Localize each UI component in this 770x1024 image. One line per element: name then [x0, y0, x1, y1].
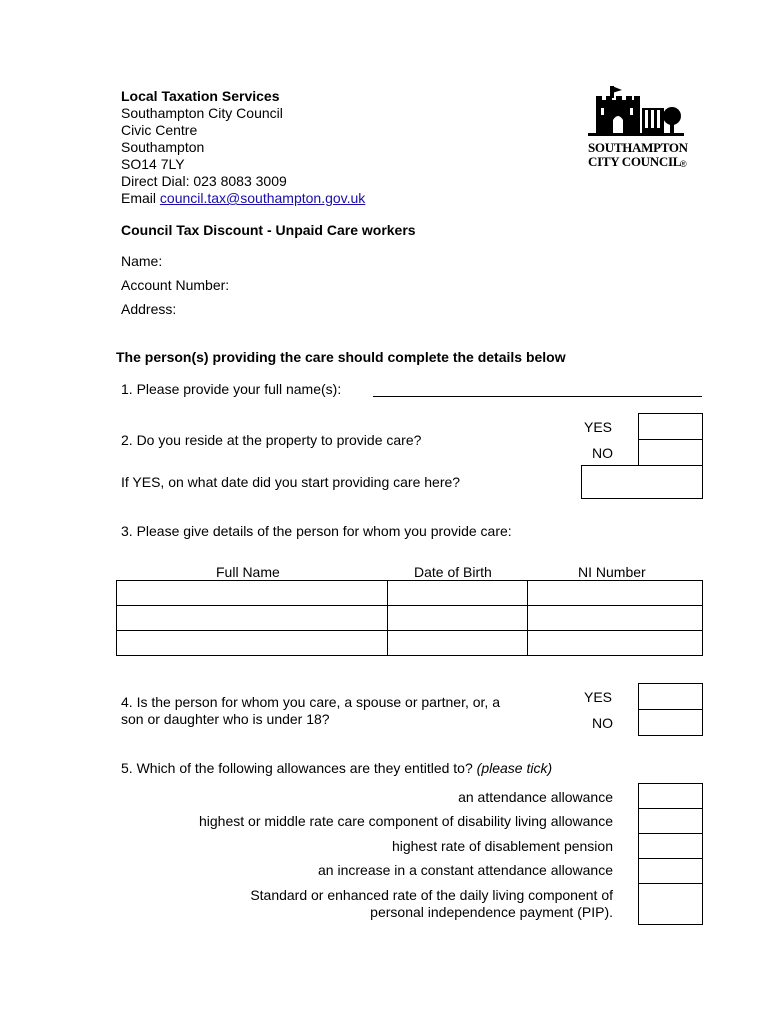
question-4-line1: 4. Is the person for whom you care, a spouse or partner, or, a — [121, 694, 500, 710]
email-link[interactable]: council.tax@southampton.gov.uk — [159, 190, 366, 206]
question-5 — [121, 760, 552, 777]
q4-yes-label: YES — [584, 689, 613, 705]
dob-cell[interactable] — [388, 631, 528, 656]
council-logo — [588, 86, 692, 170]
sender-phone: Direct Dial: 023 8083 3009 — [121, 173, 287, 189]
allowance-pip-line2: personal independence payment (PIP). — [370, 904, 613, 920]
logo-name-line2 — [588, 155, 692, 169]
column-header-ni: NI Number — [578, 564, 646, 580]
constant-attendance-checkbox[interactable] — [638, 858, 703, 884]
cared-person-table — [116, 580, 703, 656]
question-2: 2. Do you reside at the property to provide care? — [121, 432, 422, 448]
sender-postcode: SO14 7LY — [121, 156, 185, 172]
allowance-disablement: highest rate of disablement pension — [391, 838, 613, 854]
q4-no-label: NO — [592, 715, 613, 731]
question-1: 1. Please provide your full name(s): — [121, 381, 342, 397]
table-row — [117, 581, 703, 606]
account-number-label: Account Number: — [121, 277, 230, 293]
table-row — [117, 631, 703, 656]
question-3: 3. Please give details of the person for whom you provide care: — [121, 523, 512, 539]
q2-yes-label: YES — [584, 419, 613, 435]
castle-icon — [588, 86, 692, 136]
logo-name-text: CITY COUNCIL — [588, 154, 682, 169]
q4-yes-checkbox[interactable] — [638, 683, 703, 710]
sender-line: Civic Centre — [121, 122, 198, 138]
question-5-text: 5. Which of the following allowances are they entitled to? — [121, 760, 473, 776]
sender-line: Southampton City Council — [121, 105, 283, 121]
sender-line: Southampton — [121, 139, 205, 155]
q2-followup: If YES, on what date did you start providing care here? — [121, 474, 461, 490]
allowance-pip-line1: Standard or enhanced rate of the daily living component of — [250, 887, 613, 903]
full-name-cell[interactable] — [117, 631, 388, 656]
ni-number-cell[interactable] — [528, 631, 703, 656]
full-name-cell[interactable] — [117, 606, 388, 631]
care-start-date-field[interactable] — [581, 465, 703, 499]
attendance-allowance-checkbox[interactable] — [638, 783, 703, 809]
q4-no-checkbox[interactable] — [638, 709, 703, 736]
ni-number-cell[interactable] — [528, 581, 703, 606]
instruction-text: The person(s) providing the care should complete the details below — [116, 349, 566, 365]
q2-yes-checkbox[interactable] — [638, 413, 703, 440]
allowance-constant-attendance: an increase in a constant attendance allowance — [318, 862, 613, 878]
logo-name-line1: SOUTHAMPTON — [588, 140, 688, 155]
column-header-full-name: Full Name — [216, 564, 280, 580]
dla-checkbox[interactable] — [638, 808, 703, 834]
full-name-line[interactable] — [373, 396, 702, 397]
q2-no-checkbox[interactable] — [638, 439, 703, 466]
allowance-dla: highest or middle rate care component of disability living allowance — [199, 813, 613, 829]
registered-mark: ® — [680, 159, 687, 169]
address-label: Address: — [121, 301, 177, 317]
dob-cell[interactable] — [388, 606, 528, 631]
form-heading: Council Tax Discount - Unpaid Care workers — [121, 222, 416, 238]
disablement-pension-checkbox[interactable] — [638, 833, 703, 859]
table-row — [117, 606, 703, 631]
full-name-cell[interactable] — [117, 581, 388, 606]
email-prefix: Email — [121, 190, 160, 206]
sender-title: Local Taxation Services — [121, 88, 280, 104]
column-header-dob: Date of Birth — [414, 564, 492, 580]
question-4-line2: son or daughter who is under 18? — [121, 711, 330, 727]
name-label: Name: — [121, 253, 163, 269]
allowance-attendance: an attendance allowance — [458, 789, 613, 805]
question-5-note: (please tick) — [476, 760, 553, 776]
sender-email-row — [121, 190, 365, 207]
ni-number-cell[interactable] — [528, 606, 703, 631]
dob-cell[interactable] — [388, 581, 528, 606]
q2-no-label: NO — [592, 445, 613, 461]
pip-checkbox[interactable] — [638, 883, 703, 925]
